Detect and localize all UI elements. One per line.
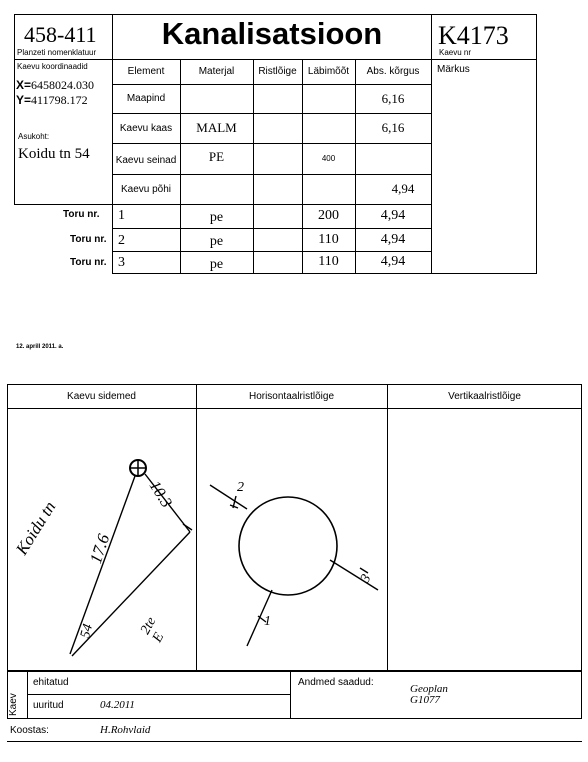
distance-label: 17.6	[86, 531, 114, 566]
row-labimoot: 400	[321, 154, 336, 163]
street-label: Koidu tn	[12, 497, 60, 559]
footer-frame	[7, 671, 582, 719]
toru-korgus: 4,94	[380, 231, 406, 247]
row-materjal: PE	[208, 149, 225, 164]
nomenklatuur-value: 458-411	[24, 22, 97, 47]
kaev-label: Kaev	[8, 693, 19, 716]
header-ristloige: Ristlõige	[258, 66, 297, 77]
pipe-label: 3	[358, 571, 375, 586]
row-korgus: 4,94	[391, 181, 415, 196]
header-markus: Märkus	[437, 64, 470, 75]
toru-label: Toru nr.	[63, 209, 100, 220]
toru-korgus: 4,94	[380, 208, 406, 223]
toru-labimoot: 110	[318, 254, 339, 269]
house-label: 54	[78, 622, 97, 640]
kaevu-nr-value: K4173	[438, 21, 509, 50]
x-value: 6458024.030	[31, 78, 95, 92]
uuritud-value: 04.2011	[100, 699, 135, 711]
date-note: 12. aprill 2011. a.	[16, 344, 64, 350]
nomenklatuur-label: Planzeti nomenklatuur	[17, 48, 97, 57]
well-marker-icon	[130, 460, 146, 476]
andmed-value: Geoplan	[410, 683, 448, 695]
x-label: X=	[16, 78, 32, 92]
asukoht-value: Koidu tn 54	[18, 146, 90, 162]
koostas-label: Koostas:	[10, 725, 49, 736]
coords-label: Kaevu koordinaadid	[17, 62, 88, 71]
header-materjal: Materjal	[198, 66, 235, 77]
toru-label: Toru nr.	[70, 257, 107, 268]
house-label: E	[150, 630, 168, 646]
andmed-value: G1077	[410, 694, 440, 706]
toru-label: Toru nr.	[70, 234, 107, 245]
row-korgus: 6,16	[381, 90, 405, 106]
house-label: 2te	[138, 614, 160, 638]
header-labimoot: Läbimõõt	[307, 66, 350, 77]
pipe-label: 1	[264, 614, 271, 629]
uuritud-label: uuritud	[33, 700, 64, 711]
row-korgus: 6,16	[381, 120, 405, 135]
distance-label: 10.3	[145, 478, 175, 511]
row-materjal: MALM	[196, 120, 237, 135]
row-element: Kaevu põhi	[120, 183, 172, 195]
andmed-label: Andmed saadud:	[298, 677, 374, 688]
toru-materjal: pe	[209, 233, 224, 249]
y-value: 411798.172	[31, 93, 88, 107]
col-vertikaal: Vertikaalristlõige	[448, 390, 521, 402]
koostas-value: H.Rohvlaid	[100, 724, 151, 736]
pipe-label: 2	[237, 480, 244, 495]
ehitatud-label: ehitatud	[33, 677, 69, 688]
toru-nr: 3	[118, 255, 125, 270]
toru-materjal: pe	[209, 257, 224, 272]
toru-nr: 1	[118, 208, 125, 223]
toru-labimoot: 200	[318, 208, 339, 223]
toru-materjal: pe	[209, 210, 224, 225]
row-element: Maapind	[126, 93, 166, 104]
toru-nr: 2	[118, 232, 125, 248]
toru-labimoot: 110	[318, 231, 339, 247]
kaevu-nr-label: Kaevu nr	[439, 48, 472, 57]
col-horisontaal: Horisontaalristlõige	[248, 390, 335, 402]
page-title: Kanalisatsioon	[161, 16, 383, 51]
row-element: Kaevu seinad	[115, 154, 177, 166]
row-element: Kaevu kaas	[119, 122, 173, 134]
header-abs-korgus: Abs. kõrgus	[366, 66, 420, 77]
col-kaevu-sidemed: Kaevu sidemed	[67, 390, 136, 402]
toru-korgus: 4,94	[380, 254, 406, 269]
well-section-icon	[239, 497, 337, 595]
y-label: Y=	[16, 93, 32, 107]
asukoht-label: Asukoht:	[18, 132, 50, 141]
header-element: Element	[127, 66, 165, 77]
